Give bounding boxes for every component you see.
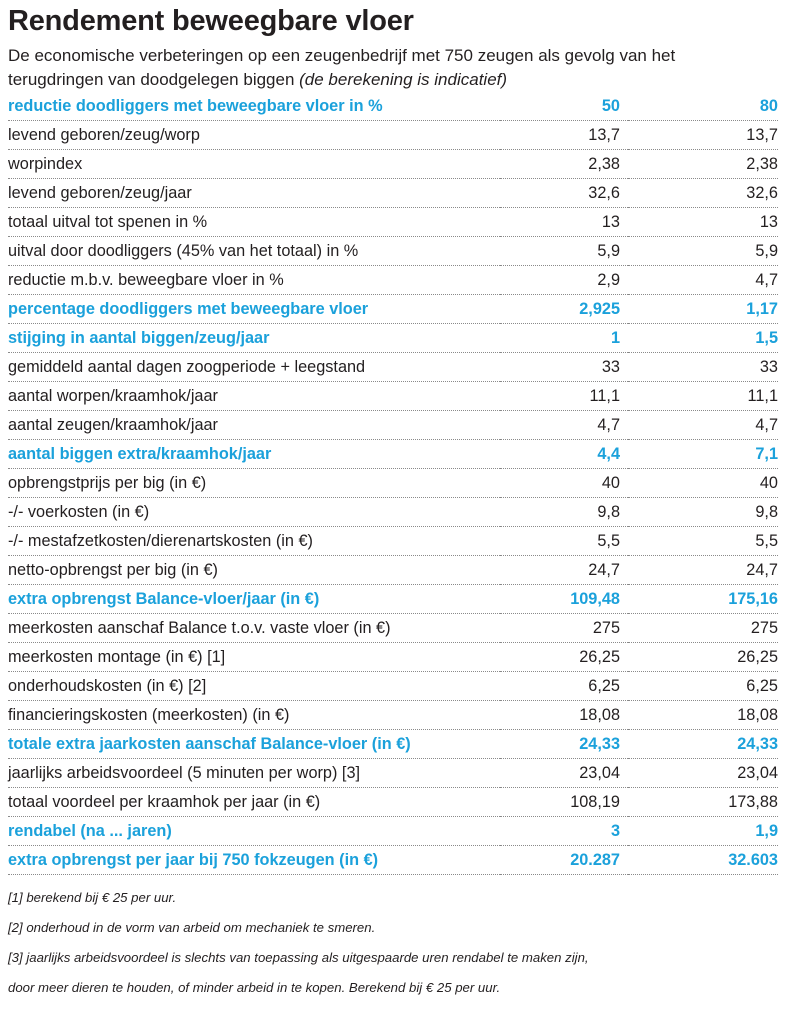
row-value-col1: 24,7 (500, 556, 628, 585)
row-value-col2: 13 (628, 208, 778, 237)
row-label: levend geboren/zeug/worp (8, 121, 500, 150)
row-value-col2: 4,7 (628, 411, 778, 440)
row-value-col1: 6,25 (500, 672, 628, 701)
row-value-col1: 1 (500, 324, 628, 353)
article (8, 0, 778, 1003)
row-value-col2: 23,04 (628, 759, 778, 788)
footnotes (8, 883, 778, 1003)
row-value-col1: 11,1 (500, 382, 628, 411)
row-value-col2: 40 (628, 469, 778, 498)
row-value-col2: 6,25 (628, 672, 778, 701)
table-row-highlight (8, 585, 778, 614)
footnote: [1] berekend bij € 25 per uur. (8, 890, 177, 905)
row-label: financieringskosten (meerkosten) (in €) (8, 701, 500, 730)
row-label: aantal worpen/kraamhok/jaar (8, 382, 500, 411)
row-value-col1: 108,19 (500, 788, 628, 817)
table-row-highlight (8, 440, 778, 469)
row-value-col2: 2,38 (628, 150, 778, 179)
table-row (8, 382, 778, 411)
row-label: reductie m.b.v. beweegbare vloer in % (8, 266, 500, 295)
row-value-col1: 5,5 (500, 527, 628, 556)
table-row (8, 469, 778, 498)
row-value-col2: 32.603 (628, 846, 778, 875)
row-value-col1: 5,9 (500, 237, 628, 266)
row-value-col1: 9,8 (500, 498, 628, 527)
table-row-highlight (8, 846, 778, 875)
row-label: extra opbrengst Balance-vloer/jaar (in €) (8, 585, 500, 614)
row-value-col2: 275 (628, 614, 778, 643)
table-row-highlight (8, 295, 778, 324)
table-row (8, 701, 778, 730)
row-label: gemiddeld aantal dagen zoogperiode + leegstand (8, 353, 500, 382)
row-value-col1: 4,4 (500, 440, 628, 469)
table-row (8, 121, 778, 150)
table-row (8, 411, 778, 440)
table-row (8, 150, 778, 179)
row-value-col1: 2,38 (500, 150, 628, 179)
yield-table (8, 92, 778, 875)
row-label: -/- voerkosten (in €) (8, 498, 500, 527)
row-value-col1: 3 (500, 817, 628, 846)
row-value-col1: 2,925 (500, 295, 628, 324)
row-value-col1: 23,04 (500, 759, 628, 788)
row-label: aantal zeugen/kraamhok/jaar (8, 411, 500, 440)
row-label: opbrengstprijs per big (in €) (8, 469, 500, 498)
table-row (8, 237, 778, 266)
row-value-col1: 32,6 (500, 179, 628, 208)
table-row (8, 759, 778, 788)
table-row-highlight (8, 817, 778, 846)
footnote: [3] jaarlijks arbeidsvoordeel is slechts van toepassing als uitgespaarde uren rendabel te maken zijn, (8, 950, 589, 965)
row-value-col2: 80 (628, 92, 778, 121)
row-label: rendabel (na ... jaren) (8, 817, 500, 846)
table-row (8, 498, 778, 527)
table-row (8, 266, 778, 295)
row-value-col2: 24,7 (628, 556, 778, 585)
row-label: netto-opbrengst per big (in €) (8, 556, 500, 585)
row-value-col1: 26,25 (500, 643, 628, 672)
row-value-col1: 13 (500, 208, 628, 237)
row-value-col2: 7,1 (628, 440, 778, 469)
row-value-col1: 33 (500, 353, 628, 382)
row-value-col1: 13,7 (500, 121, 628, 150)
row-label: meerkosten aanschaf Balance t.o.v. vaste vloer (in €) (8, 614, 500, 643)
row-value-col1: 40 (500, 469, 628, 498)
footnote: door meer dieren te houden, of minder arbeid in te kopen. Berekend bij € 25 per uur. (8, 980, 501, 995)
row-value-col2: 4,7 (628, 266, 778, 295)
table-row (8, 643, 778, 672)
row-label: aantal biggen extra/kraamhok/jaar (8, 440, 500, 469)
row-value-col2: 5,5 (628, 527, 778, 556)
table-row (8, 179, 778, 208)
table-row (8, 556, 778, 585)
table-row-highlight (8, 730, 778, 759)
row-label: totale extra jaarkosten aanschaf Balance-vloer (in €) (8, 730, 500, 759)
row-value-col2: 32,6 (628, 179, 778, 208)
row-label: percentage doodliggers met beweegbare vloer (8, 295, 500, 324)
footnote: [2] onderhoud in de vorm van arbeid om mechaniek te smeren. (8, 920, 376, 935)
row-value-col1: 24,33 (500, 730, 628, 759)
table-row-highlight (8, 92, 778, 121)
table-row (8, 208, 778, 237)
row-value-col2: 9,8 (628, 498, 778, 527)
row-label: -/- mestafzetkosten/dierenartskosten (in €) (8, 527, 500, 556)
table-row-highlight (8, 324, 778, 353)
row-value-col2: 1,17 (628, 295, 778, 324)
intro-text (8, 44, 778, 92)
row-label: jaarlijks arbeidsvoordeel (5 minuten per worp) [3] (8, 759, 500, 788)
row-value-col2: 5,9 (628, 237, 778, 266)
row-label: onderhoudskosten (in €) [2] (8, 672, 500, 701)
row-value-col1: 2,9 (500, 266, 628, 295)
row-label: uitval door doodliggers (45% van het totaal) in % (8, 237, 500, 266)
row-label: reductie doodliggers met beweegbare vloer in % (8, 92, 500, 121)
row-value-col2: 18,08 (628, 701, 778, 730)
row-label: levend geboren/zeug/jaar (8, 179, 500, 208)
row-label: meerkosten montage (in €) [1] (8, 643, 500, 672)
row-label: totaal voordeel per kraamhok per jaar (in €) (8, 788, 500, 817)
row-value-col2: 1,9 (628, 817, 778, 846)
row-label: worpindex (8, 150, 500, 179)
row-value-col2: 1,5 (628, 324, 778, 353)
row-value-col2: 13,7 (628, 121, 778, 150)
row-value-col1: 4,7 (500, 411, 628, 440)
table-row (8, 672, 778, 701)
row-label: stijging in aantal biggen/zeug/jaar (8, 324, 500, 353)
row-label: extra opbrengst per jaar bij 750 fokzeugen (in €) (8, 846, 500, 875)
table-row (8, 353, 778, 382)
intro-note: (de berekening is indicatief) (299, 70, 508, 89)
row-value-col2: 33 (628, 353, 778, 382)
yield-table-body (8, 92, 778, 875)
row-value-col2: 173,88 (628, 788, 778, 817)
row-value-col2: 11,1 (628, 382, 778, 411)
row-value-col1: 18,08 (500, 701, 628, 730)
table-row (8, 527, 778, 556)
row-value-col1: 20.287 (500, 846, 628, 875)
row-value-col2: 24,33 (628, 730, 778, 759)
row-value-col1: 275 (500, 614, 628, 643)
table-row (8, 614, 778, 643)
row-label: totaal uitval tot spenen in % (8, 208, 500, 237)
row-value-col1: 50 (500, 92, 628, 121)
row-value-col2: 26,25 (628, 643, 778, 672)
row-value-col1: 109,48 (500, 585, 628, 614)
article-title: Rendement beweegbare vloer (8, 5, 414, 37)
intro-body: De economische verbeteringen op een zeugenbedrijf met 750 zeugen als gevolg van het terugdringen van doodgelegen biggen (8, 46, 676, 89)
row-value-col2: 175,16 (628, 585, 778, 614)
table-row (8, 788, 778, 817)
